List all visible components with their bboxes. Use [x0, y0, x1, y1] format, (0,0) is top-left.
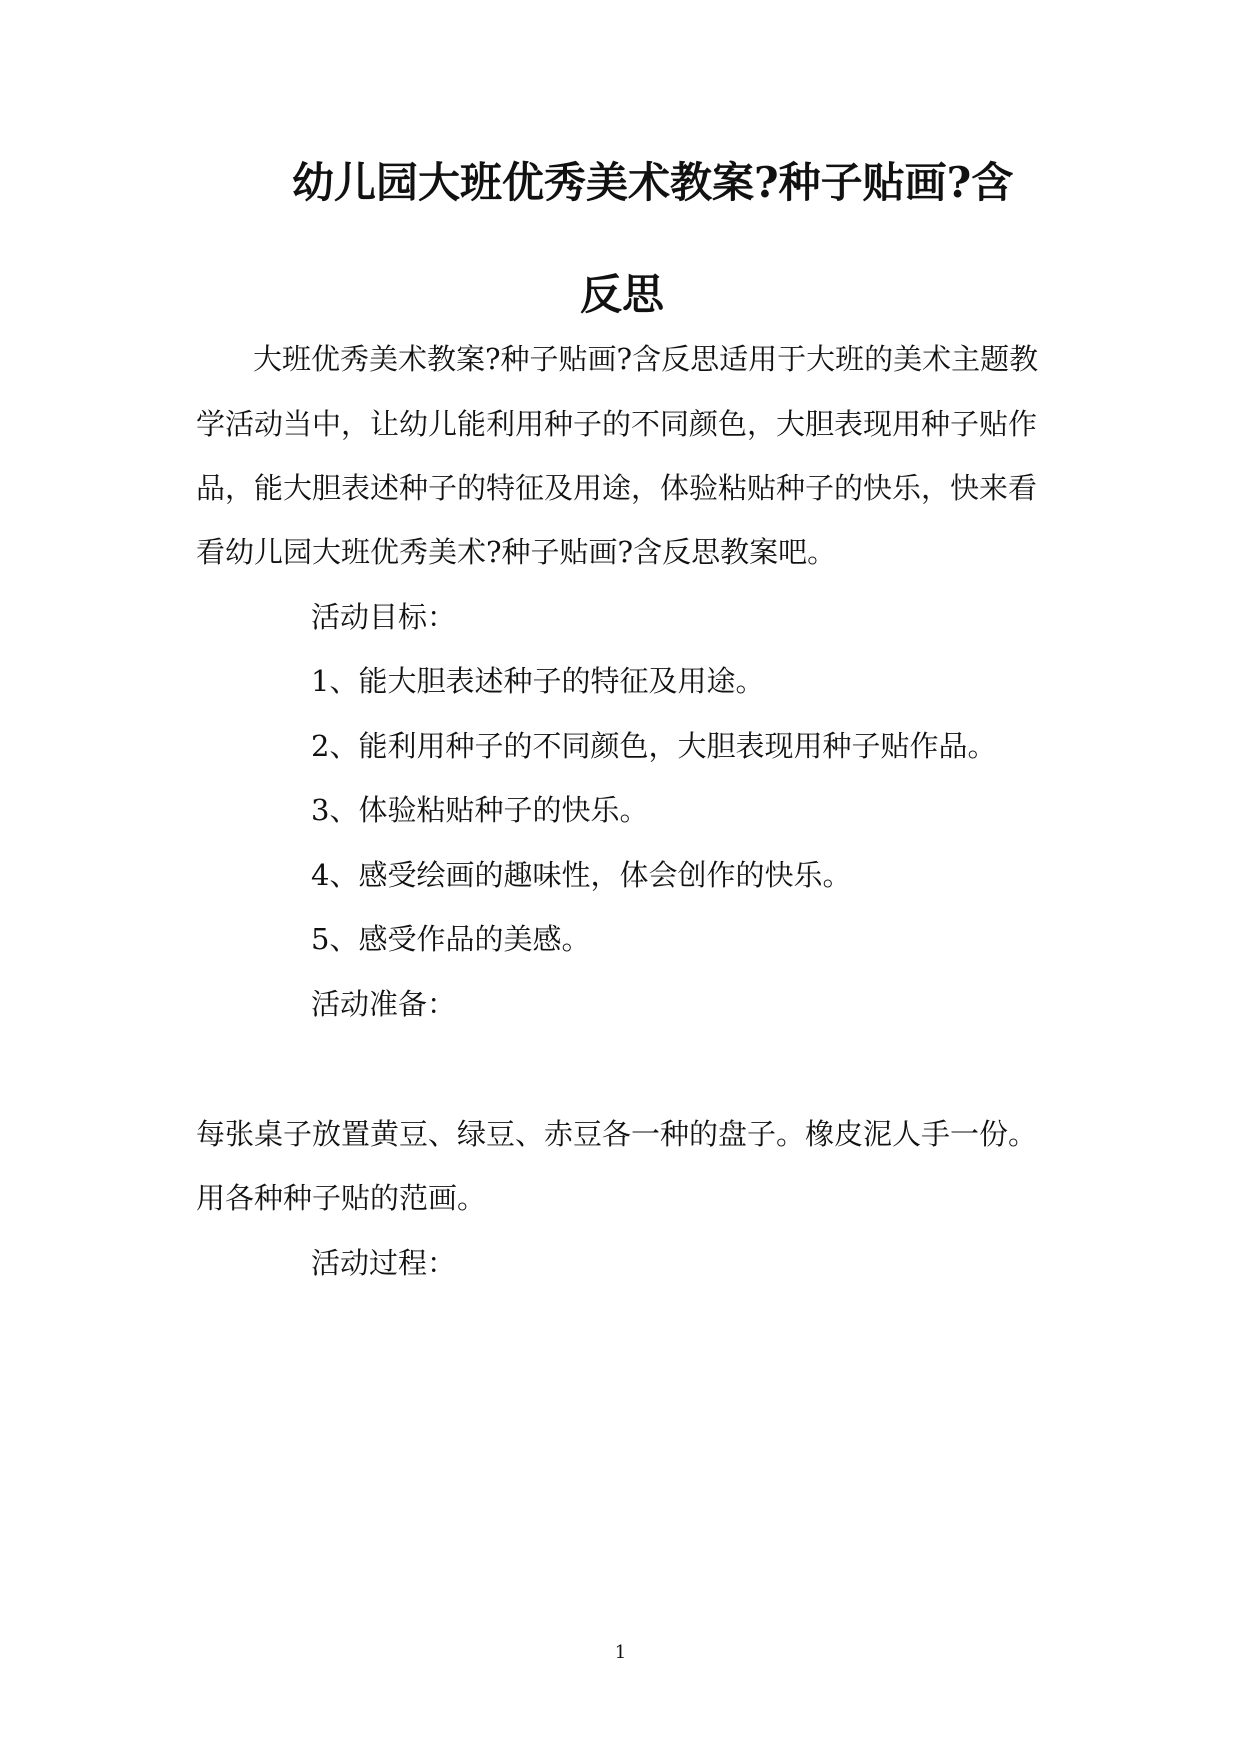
- intro-line-3: 品，能大胆表述种子的特征及用途，体验粘贴种子的快乐，快来看: [196, 471, 1038, 505]
- process-heading: 活动过程：: [311, 1246, 457, 1280]
- intro-line-2: 学活动当中，让幼儿能利用种子的不同颜色，大胆表现用种子贴作: [196, 407, 1038, 441]
- goal-item-4: 4、感受绘画的趣味性，体会创作的快乐。: [311, 858, 852, 892]
- goal-item-2: 2、能利用种子的不同颜色，大胆表现用种子贴作品。: [311, 729, 997, 763]
- intro-line-1: 大班优秀美术教案?种子贴画?含反思适用于大班的美术主题教: [253, 342, 1039, 376]
- preparation-line-1: 每张桌子放置黄豆、绿豆、赤豆各一种的盘子。橡皮泥人手一份。: [196, 1117, 1038, 1151]
- goal-item-5: 5、感受作品的美感。: [311, 922, 591, 956]
- preparation-line-2: 用各种种子贴的范画。: [196, 1181, 487, 1215]
- goal-item-3: 3、体验粘贴种子的快乐。: [311, 793, 649, 827]
- document-title-line-2: 反思: [580, 270, 665, 319]
- intro-line-4: 看幼儿园大班优秀美术?种子贴画?含反思教案吧。: [196, 535, 837, 569]
- preparation-heading: 活动准备：: [311, 987, 457, 1021]
- goal-item-1: 1、能大胆表述种子的特征及用途。: [311, 664, 765, 698]
- document-title-line-1: 幼儿园大班优秀美术教案?种子贴画?含: [292, 158, 1014, 207]
- page-number: 1: [614, 1642, 627, 1663]
- goals-heading: 活动目标：: [311, 600, 457, 634]
